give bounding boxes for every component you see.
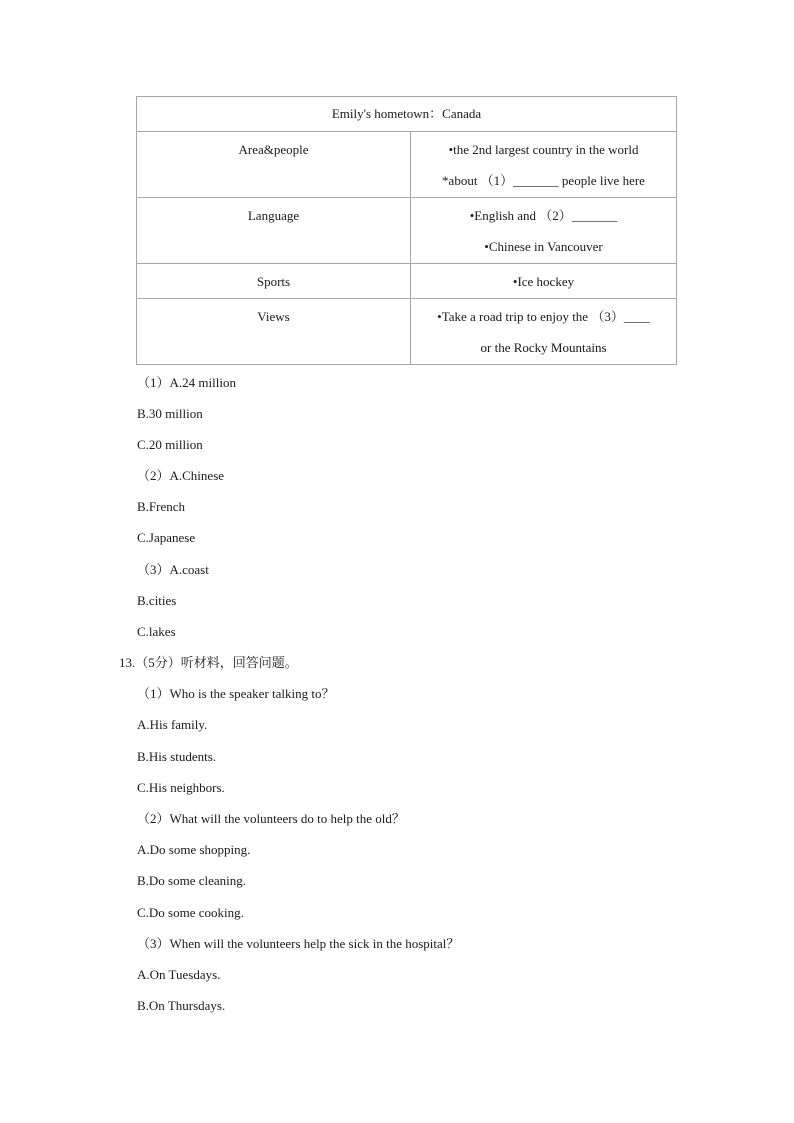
table-cell-line: •Chinese in Vancouver [484, 239, 603, 254]
row-label-views: Views [137, 299, 411, 365]
q13-2-option-a: A.Do some shopping. [137, 842, 251, 857]
q13-heading: 13.（5分）听材料，回答问题。 [119, 655, 298, 670]
table-header-row [137, 97, 677, 132]
q13-2-option-b: B.Do some cleaning. [137, 873, 247, 888]
q12-3-option-a: （3）A.coast [137, 562, 209, 577]
q13-3-option-b: B.On Thursdays. [137, 998, 226, 1013]
row-label-language: Language [137, 198, 411, 264]
table-cell-line: or the Rocky Mountains [480, 340, 607, 355]
hometown-info-table [136, 96, 677, 365]
table-row [137, 198, 677, 264]
q12-2-option-c: C.Japanese [137, 530, 196, 545]
q13-1-option-a: A.His family. [137, 717, 208, 732]
q12-2-option-b: B.French [137, 499, 186, 514]
q12-1-option-b: B.30 million [137, 406, 203, 421]
table-cell-line: •Ice hockey [512, 274, 575, 289]
table-row [137, 264, 677, 299]
row-label-area-people: Area&people [137, 132, 411, 198]
q13-1-question: （1）Who is the speaker talking to？ [137, 686, 335, 701]
table-header-cell: Emily's hometown：Canada [137, 97, 677, 132]
q13-3-question: （3）When will the volunteers help the sick in the hospital？ [137, 936, 460, 951]
q12-1-option-a: （1）A.24 million [137, 375, 236, 390]
row-value-sports [411, 264, 677, 299]
table-row [137, 299, 677, 365]
table-cell-line: •Take a road trip to enjoy the （3）____ [437, 309, 650, 324]
table-cell-line: •English and （2）_______ [469, 208, 618, 223]
table-row [137, 132, 677, 198]
row-label-sports: Sports [137, 264, 411, 299]
q13-2-option-c: C.Do some cooking. [137, 905, 244, 920]
q12-1-option-c: C.20 million [137, 437, 203, 452]
q13-1-option-b: B.His students. [137, 749, 217, 764]
q13-1-option-c: C.His neighbors. [137, 780, 225, 795]
q12-3-option-b: B.cities [137, 593, 177, 608]
q12-2-option-a: （2）A.Chinese [137, 468, 225, 483]
q12-3-option-c: C.lakes [137, 624, 176, 639]
row-value-area-people [411, 132, 677, 198]
table-cell-line: •the 2nd largest country in the world [448, 142, 639, 157]
row-value-views [411, 299, 677, 365]
q13-3-option-a: A.On Tuesdays. [137, 967, 221, 982]
table-cell-line: *about （1）_______ people live here [442, 173, 645, 188]
q13-2-question: （2）What will the volunteers do to help the old？ [137, 811, 405, 826]
row-value-language [411, 198, 677, 264]
